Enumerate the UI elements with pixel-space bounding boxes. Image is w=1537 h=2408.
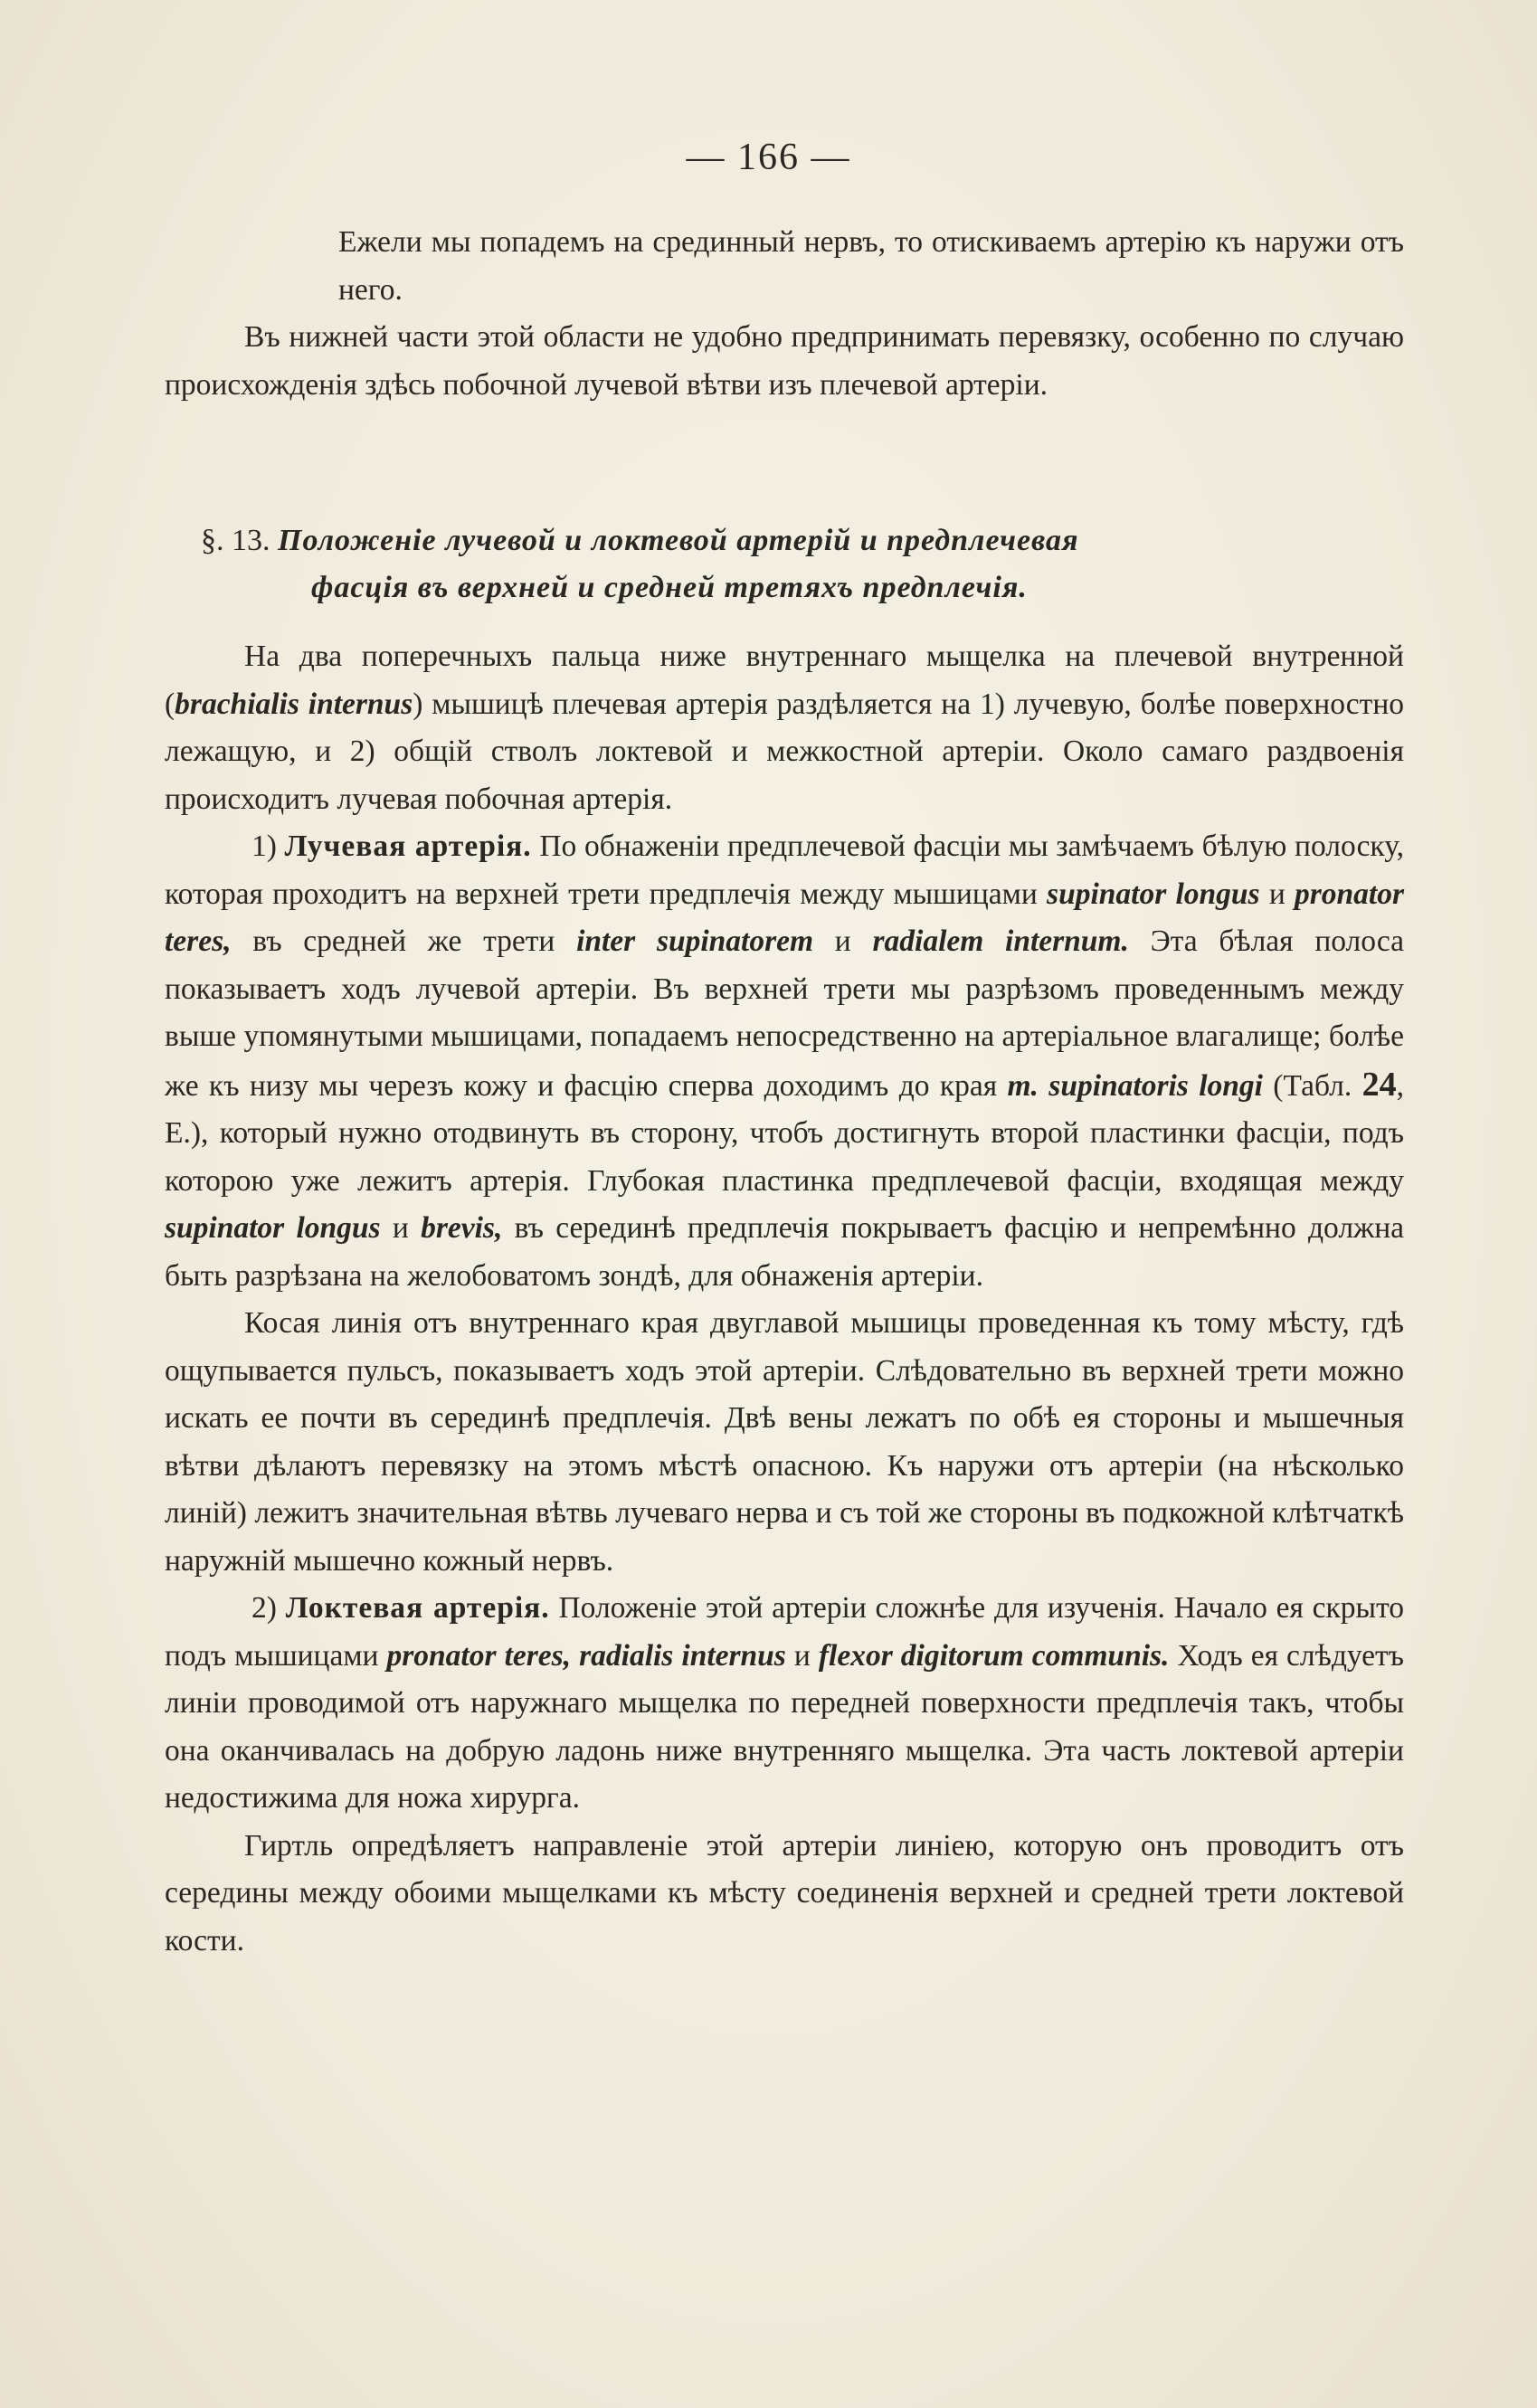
subheading-ulnar-artery: Локтевая артерія. <box>285 1591 550 1625</box>
paragraph-ulnar-artery <box>165 1585 1404 1823</box>
text-run: Эта бѣлая полоса показываетъ ходъ лучевой артеріи. Въ верхней трети мы разрѣзомъ проведеннымъ между выше упомянутыми мышицами, попадаемъ непосредственно на артеріальное влагалище; болѣе же къ низу мы черезъ кожу и фасцію сперва доходимъ до края <box>165 924 1404 1103</box>
latin-term: flexor digitorum communis. <box>818 1638 1170 1673</box>
text-run: въ серединѣ предплечія покрываетъ фасцію и непремѣнно должна быть разрѣзана на желобоватомъ зондѣ, для обнаженія артеріи. <box>165 1211 1404 1293</box>
page-number: — 166 — <box>686 137 851 178</box>
text-run: , Е.), который нужно отодвинуть въ сторону, чтобъ достигнуть второй пластинки фасціи, подъ которою уже лежитъ артерія. Глубокая пластинка предплечевой фасціи, входящая между <box>165 1068 1404 1198</box>
latin-term: pronator teres, radialis internus <box>386 1638 786 1673</box>
subheading-radial-artery: Лучевая артерія. <box>284 830 532 863</box>
text-run: и <box>1259 877 1295 911</box>
text-run: На два поперечныхъ пальца ниже внутреннаго мыщелка на плечевой внутренной ( <box>165 640 1404 721</box>
text-run: и <box>785 1638 819 1673</box>
section-title-line-1: Положеніе лучевой и локтевой артерій и предплечевая <box>278 524 1079 557</box>
latin-term: radialem internum. <box>872 924 1129 958</box>
list-number: 1) <box>251 830 285 863</box>
section-number: §. 13. <box>201 524 270 557</box>
latin-term: m. supinatoris longi <box>1007 1068 1263 1103</box>
table-reference-number: 24 <box>1361 1065 1397 1104</box>
text-run: (Табл. <box>1262 1068 1362 1103</box>
latin-term: brevis, <box>421 1211 503 1245</box>
main-text-block <box>165 633 1404 1965</box>
text-run: Ходъ ея слѣдуетъ линіи проводимой отъ наружнаго мыщелка по передней поверхности предплечія такъ, чтобы она оканчивалась на добрую ладонь ниже внутренняго мыщелка. Эта часть локтевой артеріи недостижима для ножа хирурга. <box>165 1638 1405 1815</box>
top-text-block <box>165 219 1404 409</box>
text-run: и <box>380 1211 422 1245</box>
text-run: въ средней же трети <box>231 924 577 958</box>
paragraph-continuation: Ежели мы попадемъ на срединный нервъ, то отискиваемъ артерію къ наружи отъ него. <box>338 225 1404 307</box>
latin-term: pronator teres, <box>165 877 1404 958</box>
paragraph-hyrtl: Гиртль опредѣляетъ направленіе этой артеріи линіею, которую онъ проводитъ отъ середины между обоими мыщелками къ мѣсту соединенія верхней и средней трети локтевой кости. <box>165 1828 1404 1958</box>
section-heading <box>201 517 1404 611</box>
text-run: По обнаженіи предплечевой фасціи мы замѣчаемъ бѣлую полоску, которая проходитъ на верхней трети предплечія между мышицами <box>165 830 1405 911</box>
paragraph-oblique-line: Косая линія отъ внутреннаго края двуглавой мышицы проведенная къ тому мѣсту, гдѣ ощупывается пульсъ, показываетъ ходъ этой артеріи. Слѣдовательно въ верхней трети можно искать ее почти въ серединѣ предплечія. Двѣ вены лежатъ по обѣ ея стороны и мышечныя вѣтви дѣлаютъ перевязку на этомъ мѣстѣ опасною. Къ наружи отъ артеріи (на нѣсколько линій) лежитъ значительная вѣтвь лучеваго нерва и съ той же стороны въ подкожной клѣтчаткѣ наружній мышечно кожный нервъ. <box>165 1306 1404 1578</box>
paragraph-radial-artery <box>165 823 1404 1300</box>
text-run: и <box>813 924 873 958</box>
paragraph-lower-region: Въ нижней части этой области не удобно предпринимать перевязку, особенно по случаю происхожденія здѣсь побочной лучевой вѣтви изъ плечевой артеріи. <box>165 320 1404 402</box>
text-run: Положеніе этой артеріи сложнѣе для изученія. Начало ея скрыто подъ мышицами <box>165 1591 1405 1673</box>
latin-term: supinator longus <box>1047 877 1260 911</box>
section-title-line-2: фасція въ верхней и средней третяхъ предплечія. <box>311 571 1028 604</box>
latin-term: inter supinatorem <box>576 924 814 958</box>
text-run: ) мышицѣ плечевая артерія раздѣляется на 1) лучевую, болѣе поверхностно лежащую, и 2) общій стволъ локтевой и межкостной артеріи. Около самаго раздвоенія происходитъ лучевая побочная артерія. <box>165 687 1404 816</box>
paragraph-bifurcation <box>165 633 1404 823</box>
latin-term: brachialis internus <box>175 687 413 721</box>
list-number: 2) <box>251 1591 286 1625</box>
latin-term: supinator longus <box>165 1211 381 1245</box>
section-heading-line-2 <box>201 564 1404 611</box>
section-heading-line-1 <box>201 517 1404 564</box>
